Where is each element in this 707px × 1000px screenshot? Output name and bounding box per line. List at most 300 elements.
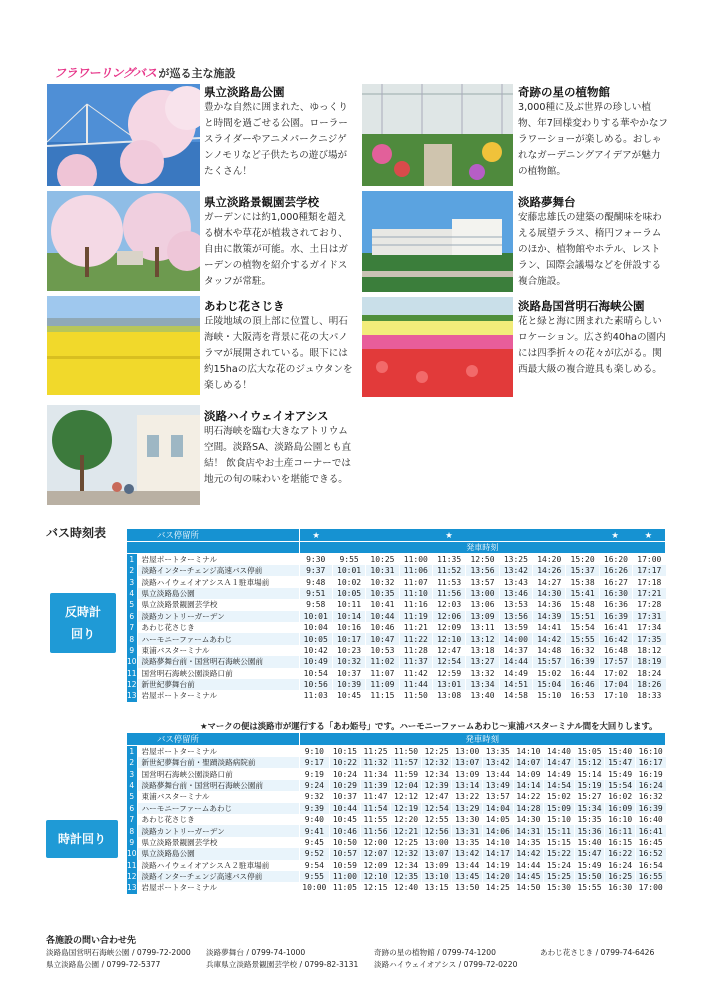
photo-tulips bbox=[362, 297, 513, 397]
departure-time: 13:45 bbox=[452, 871, 483, 882]
departure-time: 13:25 bbox=[499, 554, 532, 566]
departure-time: 12:12 bbox=[391, 791, 422, 802]
departure-time: 11:28 bbox=[399, 645, 432, 656]
departure-time: 10:54 bbox=[299, 668, 332, 679]
departure-time: 15:10 bbox=[544, 814, 575, 825]
stop-name: 東浦バスターミナル bbox=[137, 645, 299, 656]
clockwise-route-label bbox=[46, 820, 118, 858]
departure-time: 14:54 bbox=[544, 780, 575, 791]
stop-column-header: バス停留所 bbox=[127, 733, 300, 746]
departure-time: 15:30 bbox=[544, 882, 575, 893]
departure-time: 11:10 bbox=[399, 588, 432, 599]
stop-name: ハーモニーファームあわじ bbox=[137, 633, 299, 644]
star-marker bbox=[399, 530, 432, 540]
departure-time: 11:21 bbox=[399, 622, 432, 633]
departure-time: 9:30 bbox=[299, 554, 332, 566]
facility-desc: 花と緑と海に囲まれた素晴らしいロケーション。広さ約40haの園内には四季折々の花々が広がる。関西最大級の複合遊具も楽しめる。 bbox=[518, 316, 666, 375]
departure-time: 15:49 bbox=[574, 860, 605, 871]
departure-time: 15:14 bbox=[574, 768, 605, 779]
departure-time: 10:47 bbox=[366, 633, 399, 644]
departure-time: 15:27 bbox=[574, 791, 605, 802]
departure-time: 16:41 bbox=[635, 825, 665, 836]
departure-time: 17:02 bbox=[599, 668, 632, 679]
departure-time: 10:01 bbox=[299, 611, 332, 622]
departure-time: 10:39 bbox=[332, 679, 365, 690]
departure-time: 15:55 bbox=[566, 633, 599, 644]
table-row bbox=[127, 757, 666, 768]
departure-time: 10:45 bbox=[332, 690, 365, 701]
departure-time: 11:56 bbox=[360, 825, 391, 836]
departure-time: 15:57 bbox=[533, 656, 566, 667]
departure-time: 12:47 bbox=[432, 645, 465, 656]
stop-name: 県立淡路島公園 bbox=[137, 848, 299, 859]
stop-number: 11 bbox=[127, 668, 137, 678]
departure-time: 16:40 bbox=[635, 814, 665, 825]
departure-time: 14:50 bbox=[513, 882, 544, 893]
departure-time: 16:44 bbox=[566, 668, 599, 679]
departure-time: 12:56 bbox=[421, 825, 452, 836]
departure-time: 11:52 bbox=[432, 565, 465, 576]
departure-time: 9:17 bbox=[299, 757, 330, 768]
departure-time: 13:57 bbox=[483, 791, 514, 802]
departure-time: 17:28 bbox=[633, 599, 666, 610]
departure-time: 15:50 bbox=[574, 871, 605, 882]
bus-timetable-title: バス時刻表 bbox=[46, 526, 107, 540]
departure-time: 14:10 bbox=[513, 746, 544, 758]
table-row bbox=[127, 565, 666, 576]
departure-time: 13:00 bbox=[452, 746, 483, 758]
departure-time: 14:05 bbox=[483, 814, 514, 825]
stop-name: 淡路インターチェンジ高速バス停前 bbox=[137, 871, 299, 882]
stop-number: 3 bbox=[127, 768, 138, 779]
contact-yumebutai: 淡路夢舞台 / 0799-74-1000 bbox=[206, 948, 306, 957]
departure-time: 13:35 bbox=[452, 837, 483, 848]
facility-title: あわじ花さじき bbox=[204, 299, 285, 313]
blank-header bbox=[127, 542, 300, 554]
departure-time: 13:11 bbox=[466, 622, 499, 633]
stop-name: 淡路夢舞台前・国営明石海峡公園前 bbox=[137, 656, 299, 667]
departure-time: 13:09 bbox=[466, 611, 499, 622]
departure-time: 12:09 bbox=[360, 860, 391, 871]
departure-time: 13:10 bbox=[421, 871, 452, 882]
contact-hanasajiki: あわじ花さじき / 0799-74-6426 bbox=[540, 948, 655, 957]
departure-time: 14:40 bbox=[544, 746, 575, 758]
departure-time: 13:42 bbox=[499, 565, 532, 576]
stop-name: 淡路ハイウェイオアシスＡ２駐車場前 bbox=[137, 860, 299, 871]
departure-time: 11:25 bbox=[360, 746, 391, 758]
departure-time: 12:00 bbox=[360, 837, 391, 848]
departure-time: 12:25 bbox=[421, 746, 452, 758]
departure-time: 11:39 bbox=[360, 780, 391, 791]
stop-number: 1 bbox=[127, 554, 138, 566]
star-marker: ★ bbox=[312, 530, 320, 540]
departure-time: 10:04 bbox=[299, 622, 332, 633]
stop-name: 淡路夢舞台前・国営明石海峡公園前 bbox=[137, 780, 299, 791]
departure-time: 14:31 bbox=[513, 825, 544, 836]
table-row bbox=[127, 871, 666, 882]
departure-time: 15:19 bbox=[574, 780, 605, 791]
departure-time: 14:20 bbox=[533, 554, 566, 566]
departure-time: 11:32 bbox=[360, 757, 391, 768]
departure-time: 12:06 bbox=[432, 611, 465, 622]
departure-time: 14:47 bbox=[544, 757, 575, 768]
departure-time: 16:24 bbox=[605, 860, 636, 871]
stop-name: 国営明石海峡公園淡路口前 bbox=[137, 768, 299, 779]
departure-time: 13:40 bbox=[466, 690, 499, 701]
stop-name: 県立淡路景観園芸学校 bbox=[137, 837, 299, 848]
departure-time: 10:29 bbox=[330, 780, 361, 791]
departure-time: 10:14 bbox=[332, 611, 365, 622]
departure-time: 9:52 bbox=[299, 848, 330, 859]
stop-number: 5 bbox=[127, 599, 138, 610]
contact-akashi-park: 淡路島国営明石海峡公園 / 0799-72-2000 bbox=[46, 948, 191, 957]
departure-time: 10:05 bbox=[332, 588, 365, 599]
departure-time: 13:12 bbox=[466, 633, 499, 644]
stop-number: 4 bbox=[127, 588, 138, 599]
departure-time: 9:58 bbox=[299, 599, 332, 610]
departure-time: 10:31 bbox=[366, 565, 399, 576]
departure-time: 16:36 bbox=[599, 599, 632, 610]
departure-time: 13:09 bbox=[421, 860, 452, 871]
departure-time: 9:39 bbox=[299, 803, 330, 814]
stop-name: 新世紀夢舞台前・聖蹟淡路病院前 bbox=[137, 757, 299, 768]
departure-time: 13:07 bbox=[421, 848, 452, 859]
route-label-line: 時計回り bbox=[57, 832, 106, 846]
stop-name: 新世紀夢舞台前 bbox=[137, 679, 299, 690]
stop-number: 7 bbox=[127, 814, 138, 825]
departure-time: 11:05 bbox=[330, 882, 361, 893]
departure-time: 16:02 bbox=[605, 791, 636, 802]
table-row bbox=[127, 860, 666, 871]
departure-time: 18:26 bbox=[633, 679, 666, 690]
star-marker: ★ bbox=[445, 530, 453, 540]
departure-time: 14:10 bbox=[483, 837, 514, 848]
departure-time: 15:47 bbox=[605, 757, 636, 768]
departure-time: 13:57 bbox=[466, 576, 499, 587]
departure-time: 15:02 bbox=[544, 791, 575, 802]
departure-time: 12:25 bbox=[391, 837, 422, 848]
departure-time: 10:41 bbox=[366, 599, 399, 610]
departure-time: 15:35 bbox=[574, 814, 605, 825]
departure-time: 10:25 bbox=[366, 554, 399, 566]
counterclockwise-route-label bbox=[50, 593, 116, 653]
departure-time: 11:55 bbox=[360, 814, 391, 825]
departure-time: 9:55 bbox=[299, 871, 330, 882]
facility-desc: 丘陵地域の頂上部に位置し、明石海峡・大阪湾を背景に花の大パノラマが展開されている。眼下には約15haの広大な花のジュウタンを楽しめる！ bbox=[204, 316, 353, 391]
departure-time: 13:44 bbox=[483, 768, 514, 779]
departure-time: 12:47 bbox=[421, 791, 452, 802]
departure-time: 13:22 bbox=[452, 791, 483, 802]
departure-time: 15:49 bbox=[605, 768, 636, 779]
table-row bbox=[127, 679, 666, 690]
departure-time: 10:32 bbox=[366, 576, 399, 587]
facility-title: 淡路夢舞台 bbox=[518, 195, 576, 209]
time-column-header: 発車時刻 bbox=[299, 542, 665, 554]
departure-time: 17:21 bbox=[633, 588, 666, 599]
departure-time: 14:49 bbox=[499, 668, 532, 679]
stop-number: 13 bbox=[127, 691, 137, 701]
departure-time: 14:44 bbox=[513, 860, 544, 871]
departure-time: 11:00 bbox=[330, 871, 361, 882]
stop-name: あわじ花さじき bbox=[137, 814, 299, 825]
departure-time: 10:53 bbox=[366, 645, 399, 656]
departure-time: 14:26 bbox=[533, 565, 566, 576]
table-row bbox=[127, 746, 666, 758]
stop-number: 2 bbox=[127, 565, 138, 576]
departure-time: 16:11 bbox=[605, 825, 636, 836]
stop-name: ハーモニーファームあわじ bbox=[137, 803, 299, 814]
stop-name: 県立淡路景観園芸学校 bbox=[137, 599, 299, 610]
departure-time: 12:19 bbox=[391, 803, 422, 814]
stop-name: 県立淡路島公園 bbox=[137, 588, 299, 599]
stop-number: 11 bbox=[127, 860, 137, 870]
departure-time: 12:04 bbox=[391, 780, 422, 791]
departure-time: 14:09 bbox=[513, 768, 544, 779]
departure-time: 13:50 bbox=[452, 882, 483, 893]
departure-time: 14:06 bbox=[483, 825, 514, 836]
departure-time: 15:02 bbox=[533, 668, 566, 679]
photo-yumebutai-hotel bbox=[362, 191, 513, 292]
departure-time: 11:47 bbox=[360, 791, 391, 802]
departure-time: 11:00 bbox=[399, 554, 432, 566]
departure-time: 13:44 bbox=[452, 860, 483, 871]
departure-time: 13:30 bbox=[452, 814, 483, 825]
departure-time: 16:39 bbox=[635, 803, 665, 814]
departure-time: 16:46 bbox=[566, 679, 599, 690]
departure-time: 14:42 bbox=[533, 633, 566, 644]
departure-time: 13:07 bbox=[452, 757, 483, 768]
table-row bbox=[127, 791, 666, 802]
stop-number: 3 bbox=[127, 576, 138, 587]
route-label-line: 反時計 bbox=[64, 605, 101, 619]
facility-title: 淡路ハイウェイオアシス bbox=[204, 409, 329, 423]
flowering-bus-logo: フラワーリングバス bbox=[54, 66, 157, 80]
departure-time: 16:15 bbox=[605, 837, 636, 848]
departure-time: 17:00 bbox=[635, 882, 665, 893]
departure-time: 12:34 bbox=[421, 768, 452, 779]
departure-time: 13:00 bbox=[421, 837, 452, 848]
departure-time: 12:09 bbox=[432, 622, 465, 633]
stop-number: 12 bbox=[127, 872, 137, 882]
departure-time: 13:42 bbox=[452, 848, 483, 859]
stop-number: 8 bbox=[127, 825, 138, 836]
departure-time: 16:24 bbox=[635, 780, 665, 791]
departure-time: 14:48 bbox=[533, 645, 566, 656]
departure-time: 11:44 bbox=[399, 679, 432, 690]
departure-time: 9:24 bbox=[299, 780, 330, 791]
departure-time: 12:32 bbox=[421, 757, 452, 768]
departure-time: 9:19 bbox=[299, 768, 330, 779]
star-marker bbox=[366, 530, 399, 540]
departure-time: 12:40 bbox=[391, 882, 422, 893]
departure-time: 14:39 bbox=[533, 611, 566, 622]
table-row bbox=[127, 825, 666, 836]
departure-time: 11:35 bbox=[432, 554, 465, 566]
table-row bbox=[127, 645, 666, 656]
photo-cherry-garden bbox=[47, 191, 200, 291]
departure-time: 15:15 bbox=[544, 837, 575, 848]
departure-time: 16:54 bbox=[635, 860, 665, 871]
departure-time: 12:20 bbox=[391, 814, 422, 825]
departure-time: 16:53 bbox=[566, 690, 599, 701]
departure-time: 16:27 bbox=[599, 576, 632, 587]
stop-name: 岩屋ポートターミナル bbox=[137, 690, 299, 701]
departure-time: 10:16 bbox=[332, 622, 365, 633]
departure-time: 13:49 bbox=[483, 780, 514, 791]
stop-number: 12 bbox=[127, 680, 137, 690]
departure-time: 12:21 bbox=[391, 825, 422, 836]
departure-time: 11:34 bbox=[360, 768, 391, 779]
table-row bbox=[127, 837, 666, 848]
departure-time: 10:32 bbox=[332, 656, 365, 667]
stop-name: 淡路カントリーガーデン bbox=[137, 611, 299, 622]
stop-name: 岩屋ポートターミナル bbox=[137, 746, 299, 758]
departure-time: 10:11 bbox=[332, 599, 365, 610]
departure-time: 10:00 bbox=[299, 882, 330, 893]
stop-name: 淡路インターチェンジ高速バス停前 bbox=[137, 565, 299, 576]
star-note: ★マークの便は淡路市が運行する「あわ姫号」です。ハーモニーファームあわじ〜東浦バスターミナル間を大回りします。 bbox=[200, 721, 658, 731]
departure-time: 10:02 bbox=[332, 576, 365, 587]
facility-desc: 明石海峡を臨む大きなアトリウム空間。淡路SA、淡路島公園とも直結！ 飲食店やお土産コーナーでは地元の旬の味わいを堪能できる。 bbox=[204, 426, 352, 485]
departure-time: 15:34 bbox=[574, 803, 605, 814]
departure-time: 13:09 bbox=[452, 768, 483, 779]
table-row bbox=[127, 611, 666, 622]
departure-time: 9:48 bbox=[299, 576, 332, 587]
table-row bbox=[127, 633, 666, 644]
photo-cherry-bridge bbox=[47, 84, 200, 186]
table-row bbox=[127, 882, 666, 893]
departure-time: 10:42 bbox=[299, 645, 332, 656]
departure-time: 16:41 bbox=[599, 622, 632, 633]
departure-time: 14:28 bbox=[513, 803, 544, 814]
departure-time: 13:31 bbox=[452, 825, 483, 836]
stop-number: 8 bbox=[127, 633, 138, 644]
departure-time: 16:32 bbox=[635, 791, 665, 802]
stop-column-header: バス停留所 bbox=[127, 529, 300, 542]
section-heading bbox=[54, 64, 236, 81]
departure-time: 9:37 bbox=[299, 565, 332, 576]
departure-time: 15:38 bbox=[566, 576, 599, 587]
stop-number: 6 bbox=[127, 611, 138, 622]
departure-time: 15:51 bbox=[566, 611, 599, 622]
departure-time: 17:18 bbox=[633, 576, 666, 587]
departure-time: 13:08 bbox=[432, 690, 465, 701]
departure-time: 12:10 bbox=[360, 871, 391, 882]
departure-time: 13:56 bbox=[466, 565, 499, 576]
departure-time: 12:39 bbox=[421, 780, 452, 791]
departure-time: 14:25 bbox=[483, 882, 514, 893]
departure-time: 10:57 bbox=[330, 848, 361, 859]
departure-time: 15:11 bbox=[544, 825, 575, 836]
departure-time: 12:59 bbox=[432, 668, 465, 679]
departure-time: 10:56 bbox=[299, 679, 332, 690]
departure-time: 11:59 bbox=[391, 768, 422, 779]
departure-time: 18:33 bbox=[633, 690, 666, 701]
star-marker bbox=[532, 530, 565, 540]
departure-time: 12:35 bbox=[391, 871, 422, 882]
photo-rapeseed-field bbox=[47, 296, 200, 395]
departure-time: 14:04 bbox=[483, 803, 514, 814]
stop-name: あわじ花さじき bbox=[137, 622, 299, 633]
table-row bbox=[127, 656, 666, 667]
stop-number: 9 bbox=[127, 837, 138, 848]
departure-time: 9:55 bbox=[332, 554, 365, 566]
departure-time: 13:18 bbox=[466, 645, 499, 656]
departure-time: 15:05 bbox=[574, 746, 605, 758]
facility-title: 淡路島国営明石海峡公園 bbox=[518, 299, 645, 313]
departure-time: 15:40 bbox=[605, 746, 636, 758]
departure-time: 12:50 bbox=[466, 554, 499, 566]
departure-time: 12:54 bbox=[432, 656, 465, 667]
departure-time: 10:50 bbox=[330, 837, 361, 848]
table-row bbox=[127, 814, 666, 825]
departure-time: 12:03 bbox=[432, 599, 465, 610]
photo-greenhouse bbox=[362, 84, 513, 186]
stop-number: 10 bbox=[127, 657, 137, 667]
stop-name: 淡路カントリーガーデン bbox=[137, 825, 299, 836]
contact-landscape-school: 兵庫県立淡路景観園芸学校 / 0799-82-3131 bbox=[206, 960, 359, 969]
departure-time: 17:10 bbox=[599, 690, 632, 701]
departure-time: 10:49 bbox=[299, 656, 332, 667]
departure-time: 14:27 bbox=[533, 576, 566, 587]
departure-time: 11:07 bbox=[366, 668, 399, 679]
departure-time: 13:27 bbox=[466, 656, 499, 667]
departure-time: 15:12 bbox=[574, 757, 605, 768]
table-row bbox=[127, 668, 666, 679]
facility-desc: 3,000種に及ぶ世界の珍しい植物、年7回様変わりする華やかなフラワーショーが楽しめる。おしゃれなガーデニングアイデアが魅力の植物館。 bbox=[518, 102, 669, 177]
departure-time: 15:41 bbox=[566, 588, 599, 599]
facility-title: 県立淡路島公園 bbox=[204, 85, 285, 99]
stop-number: 7 bbox=[127, 622, 138, 633]
departure-time: 15:55 bbox=[574, 882, 605, 893]
route-label-line: 回り bbox=[70, 627, 95, 641]
table-row bbox=[127, 803, 666, 814]
stop-name: 岩屋ポートターミナル bbox=[137, 554, 299, 566]
departure-time: 16:10 bbox=[605, 814, 636, 825]
departure-time: 16:10 bbox=[635, 746, 665, 758]
star-marker: ★ bbox=[611, 530, 619, 540]
departure-time: 11:57 bbox=[391, 757, 422, 768]
departure-time: 9:40 bbox=[299, 814, 330, 825]
departure-time: 13:56 bbox=[499, 611, 532, 622]
facility-title: 県立淡路景観園芸学校 bbox=[204, 195, 319, 209]
departure-time: 17:17 bbox=[633, 565, 666, 576]
departure-time: 10:59 bbox=[330, 860, 361, 871]
departure-time: 13:29 bbox=[452, 803, 483, 814]
contact-highway-oasis: 淡路ハイウェイオアシス / 0799-72-0220 bbox=[374, 960, 518, 969]
departure-time: 16:39 bbox=[566, 656, 599, 667]
departure-time: 10:17 bbox=[332, 633, 365, 644]
departure-time: 14:42 bbox=[513, 848, 544, 859]
departure-time: 13:35 bbox=[483, 746, 514, 758]
departure-time: 16:39 bbox=[599, 611, 632, 622]
departure-time: 11:56 bbox=[432, 588, 465, 599]
stop-number: 5 bbox=[127, 791, 138, 802]
table-row bbox=[127, 690, 666, 701]
departure-time: 11:15 bbox=[366, 690, 399, 701]
stop-number: 4 bbox=[127, 780, 138, 791]
departure-time: 16:42 bbox=[599, 633, 632, 644]
stop-number: 1 bbox=[127, 746, 138, 758]
departure-time: 13:15 bbox=[421, 882, 452, 893]
departure-time: 11:54 bbox=[360, 803, 391, 814]
contact-awaji-park: 県立淡路島公園 / 0799-72-5377 bbox=[46, 960, 161, 969]
departure-time: 17:57 bbox=[599, 656, 632, 667]
departure-time: 15:40 bbox=[574, 837, 605, 848]
departure-time: 17:34 bbox=[633, 622, 666, 633]
facility-desc: 安藤忠雄氏の建築の醍醐味を味わえる展望テラス、楕円フォーラムのほか、植物館やホテル、レストラン、国際会議場などを併設する複合施設。 bbox=[518, 212, 662, 287]
departure-time: 11:50 bbox=[399, 690, 432, 701]
